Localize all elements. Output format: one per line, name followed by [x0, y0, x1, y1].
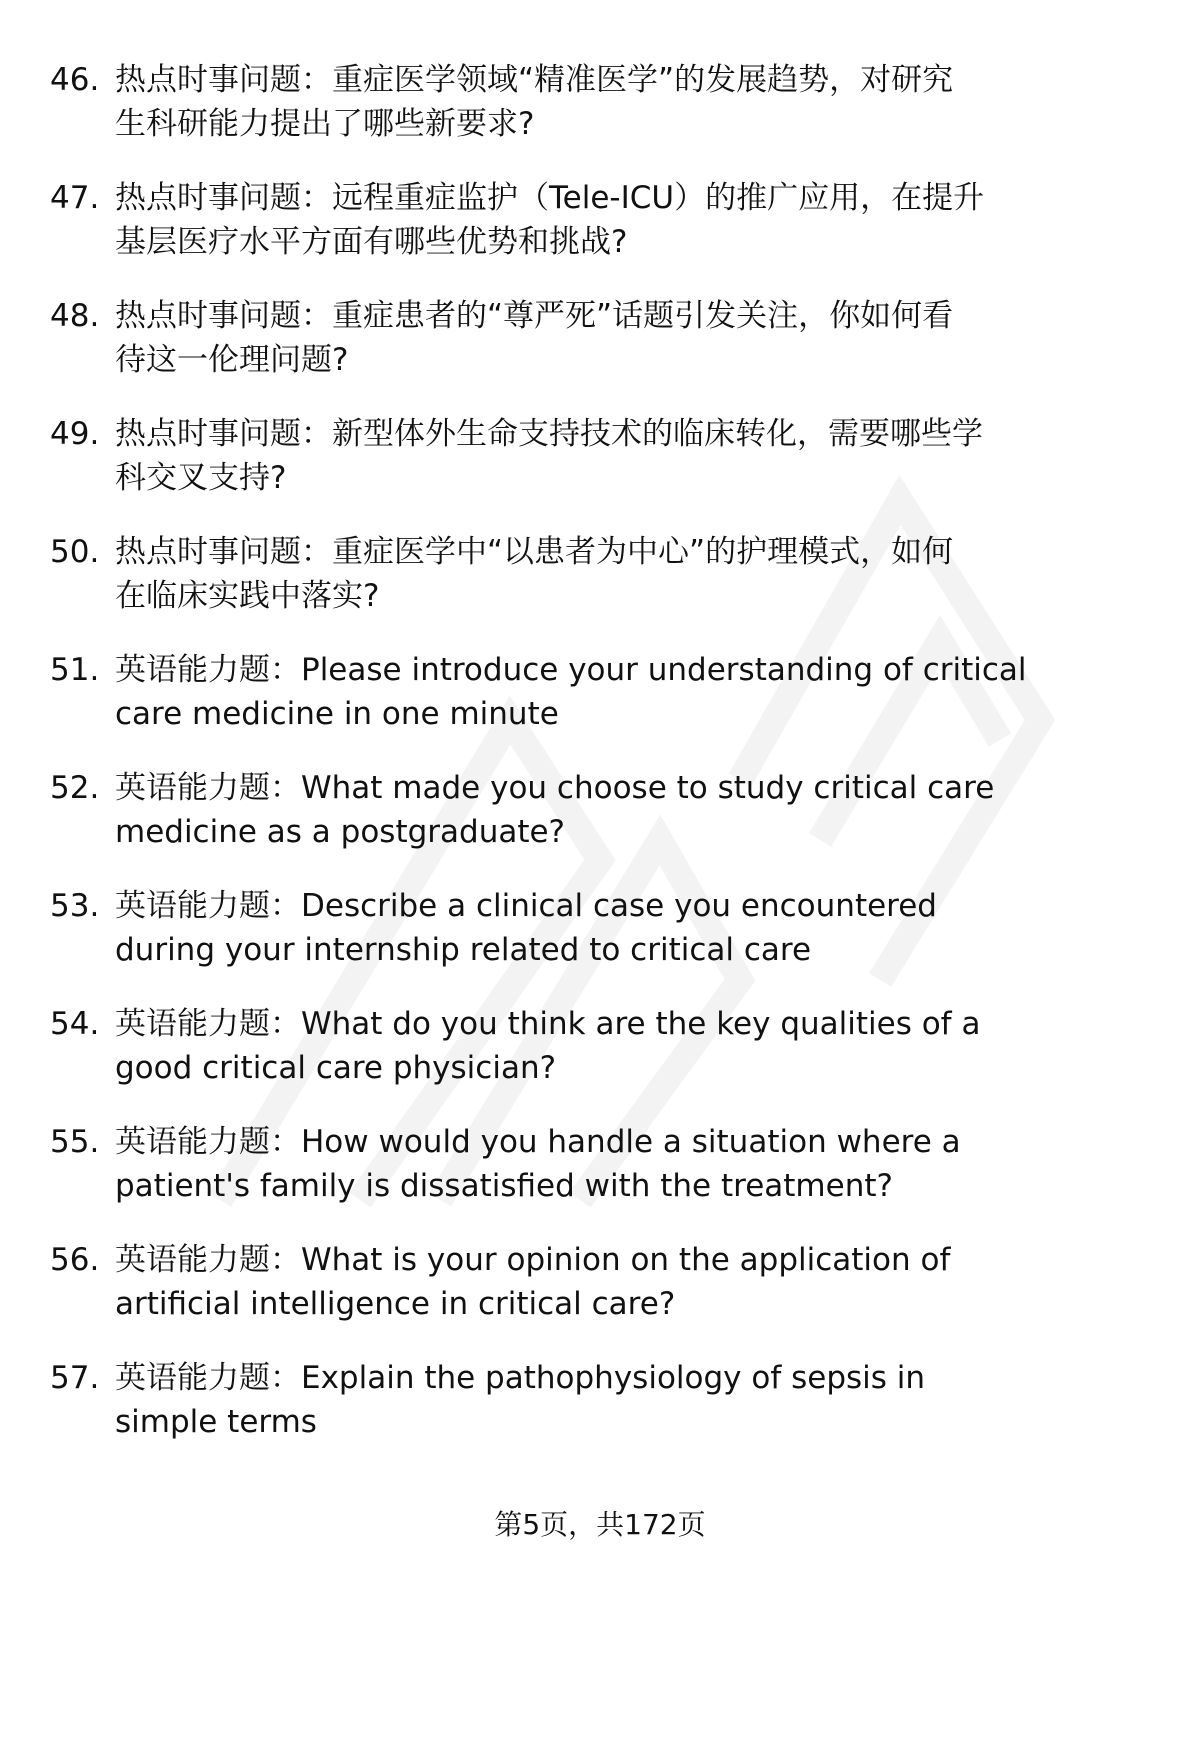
question-text [115, 884, 1155, 972]
question-number: 47. [50, 180, 100, 216]
question-number: 49. [50, 416, 100, 452]
question-number: 48. [50, 298, 100, 334]
question-line: 热点时事问题：重症医学领域“精准医学”的发展趋势，对研究 [115, 62, 954, 98]
question-line: 热点时事问题：重症患者的“尊严死”话题引发关注，你如何看 [115, 298, 954, 334]
question-item [0, 766, 1200, 884]
question-text [115, 766, 1155, 854]
question-line: medicine as a postgraduate? [115, 814, 566, 850]
question-line: 基层医疗水平方面有哪些优势和挑战? [115, 224, 628, 260]
question-line: 在临床实践中落实? [115, 578, 380, 614]
question-text [115, 1120, 1155, 1208]
question-list [0, 58, 1200, 1474]
question-item [0, 58, 1200, 176]
question-number: 52. [50, 770, 100, 806]
question-text [115, 530, 1155, 618]
question-text [115, 648, 1155, 736]
question-text [115, 294, 1155, 382]
question-item [0, 1238, 1200, 1356]
question-line: 英语能力题：Explain the pathophysiology of sepsis in [115, 1360, 926, 1396]
question-line: 热点时事问题：重症医学中“以患者为中心”的护理模式，如何 [115, 534, 954, 570]
question-line: care medicine in one minute [115, 696, 559, 732]
question-number: 57. [50, 1360, 100, 1396]
question-line: 英语能力题：What do you think are the key qualities of a [115, 1006, 981, 1042]
question-line: 生科研能力提出了哪些新要求? [115, 106, 535, 142]
question-line: artificial intelligence in critical care? [115, 1286, 676, 1322]
question-number: 55. [50, 1124, 100, 1160]
question-line: 热点时事问题：远程重症监护（Tele-ICU）的推广应用，在提升 [115, 180, 985, 216]
question-item [0, 648, 1200, 766]
question-line: 英语能力题：How would you handle a situation where a [115, 1124, 961, 1160]
question-text [115, 1356, 1155, 1444]
question-item [0, 530, 1200, 648]
question-text [115, 1238, 1155, 1326]
question-line: 英语能力题：Describe a clinical case you encountered [115, 888, 937, 924]
question-line: simple terms [115, 1404, 317, 1440]
question-line: during your internship related to critical care [115, 932, 812, 968]
question-item [0, 176, 1200, 294]
page-number-label: 第5页，共172页 [494, 1508, 706, 1541]
question-item [0, 1356, 1200, 1474]
question-line: good critical care physician? [115, 1050, 557, 1086]
question-line: 英语能力题：What made you choose to study critical care [115, 770, 995, 806]
question-text [115, 176, 1155, 264]
question-item [0, 1002, 1200, 1120]
question-item [0, 412, 1200, 530]
question-text [115, 412, 1155, 500]
question-line: 待这一伦理问题? [115, 342, 349, 378]
question-text [115, 58, 1155, 146]
question-number: 50. [50, 534, 100, 570]
question-number: 51. [50, 652, 100, 688]
question-number: 53. [50, 888, 100, 924]
question-line: 英语能力题：Please introduce your understanding of critical [115, 652, 1027, 688]
question-number: 46. [50, 62, 100, 98]
question-line: 英语能力题：What is your opinion on the application of [115, 1242, 951, 1278]
question-line: 热点时事问题：新型体外生命支持技术的临床转化，需要哪些学 [115, 416, 983, 452]
question-text [115, 1002, 1155, 1090]
question-item [0, 884, 1200, 1002]
page-footer [0, 1505, 1200, 1545]
question-item [0, 294, 1200, 412]
question-line: patient's family is dissatisfied with the treatment? [115, 1168, 893, 1204]
question-line: 科交叉支持? [115, 460, 287, 496]
question-number: 54. [50, 1006, 100, 1042]
question-item [0, 1120, 1200, 1238]
question-number: 56. [50, 1242, 100, 1278]
